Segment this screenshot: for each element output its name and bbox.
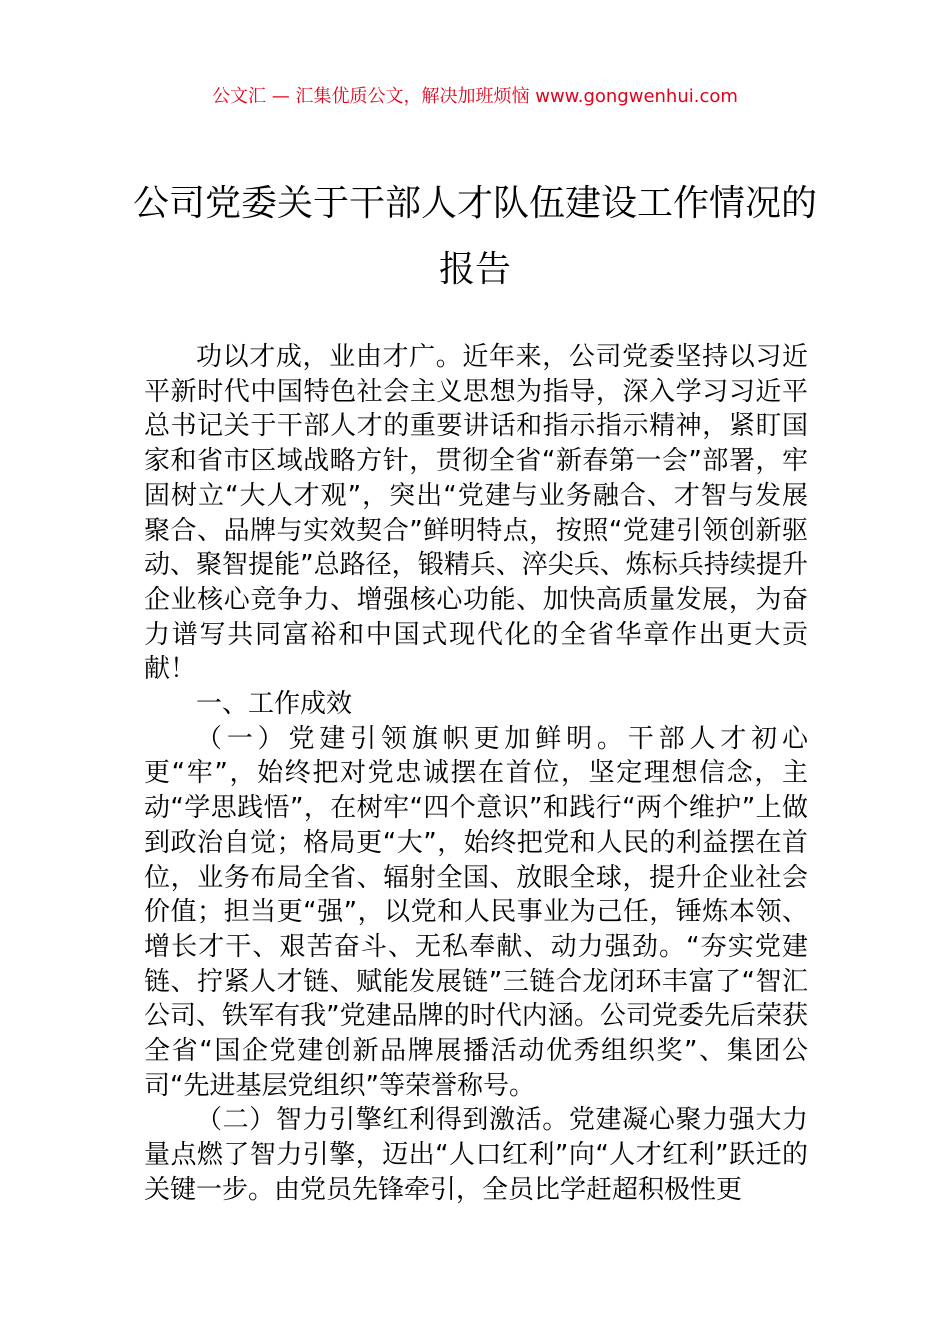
section-paragraph-1: （一）党建引领旗帜更加鲜明。干部人才初心更“牢”，始终把对党忠诚摆在首位，坚定理想信念，主动“学思践悟”，在树牢“四个意识”和践行“两个维护”上做到政治自觉；格局更“大”，始终把党和人民的利益摆在首位，业务布局全省、辐射全国、放眼全球，提升企业社会价值；担当更“强”，以党和人民事业为己任，锤炼本领、增长才干、艰苦奋斗、无私奉献、动力强劲。“夯实党建链、拧紧人才链、赋能发展链”三链合龙闭环丰富了“智汇公司、铁军有我”党建品牌的时代内涵。公司党委先后荣获全省“国企党建创新品牌展播活动优秀组织奖”、集团公司“先进基层党组织”等荣誉称号。: [144, 723, 808, 1101]
section-paragraph-2: （二）智力引擎红利得到激活。党建凝心聚力强大力量点燃了智力引擎，迈出“人口红利”向“人才红利”跃迁的关键一步。由党员先锋牵引，全员比学赶超积极性更: [144, 1105, 808, 1205]
document-title: 公司党委关于干部人才队伍建设工作情况的报告: [132, 183, 817, 290]
section-heading: 一、工作成效: [196, 689, 353, 720]
document-body: [144, 340, 808, 1208]
header-banner: 公文汇 — 汇集优质公文，解决加班烦恼 www.gongwenhui.com: [212, 86, 738, 107]
intro-paragraph: 功以才成，业由才广。近年来，公司党委坚持以习近平新时代中国特色社会主义思想为指导，深入学习习近平总书记关于干部人才的重要讲话和指示指示精神，紧盯国家和省市区域战略方针，贯彻全省“新春第一会”部署，牢固树立“大人才观”，突出“党建与业务融合、才智与发展聚合、品牌与实效契合”鲜明特点，按照“党建引领创新驱动、聚智提能”总路径，锻精兵、淬尖兵、炼标兵持续提升企业核心竞争力、增强核心功能、加快高质量发展，为奋力谱写共同富裕和中国式现代化的全省华章作出更大贡献！: [144, 342, 808, 685]
